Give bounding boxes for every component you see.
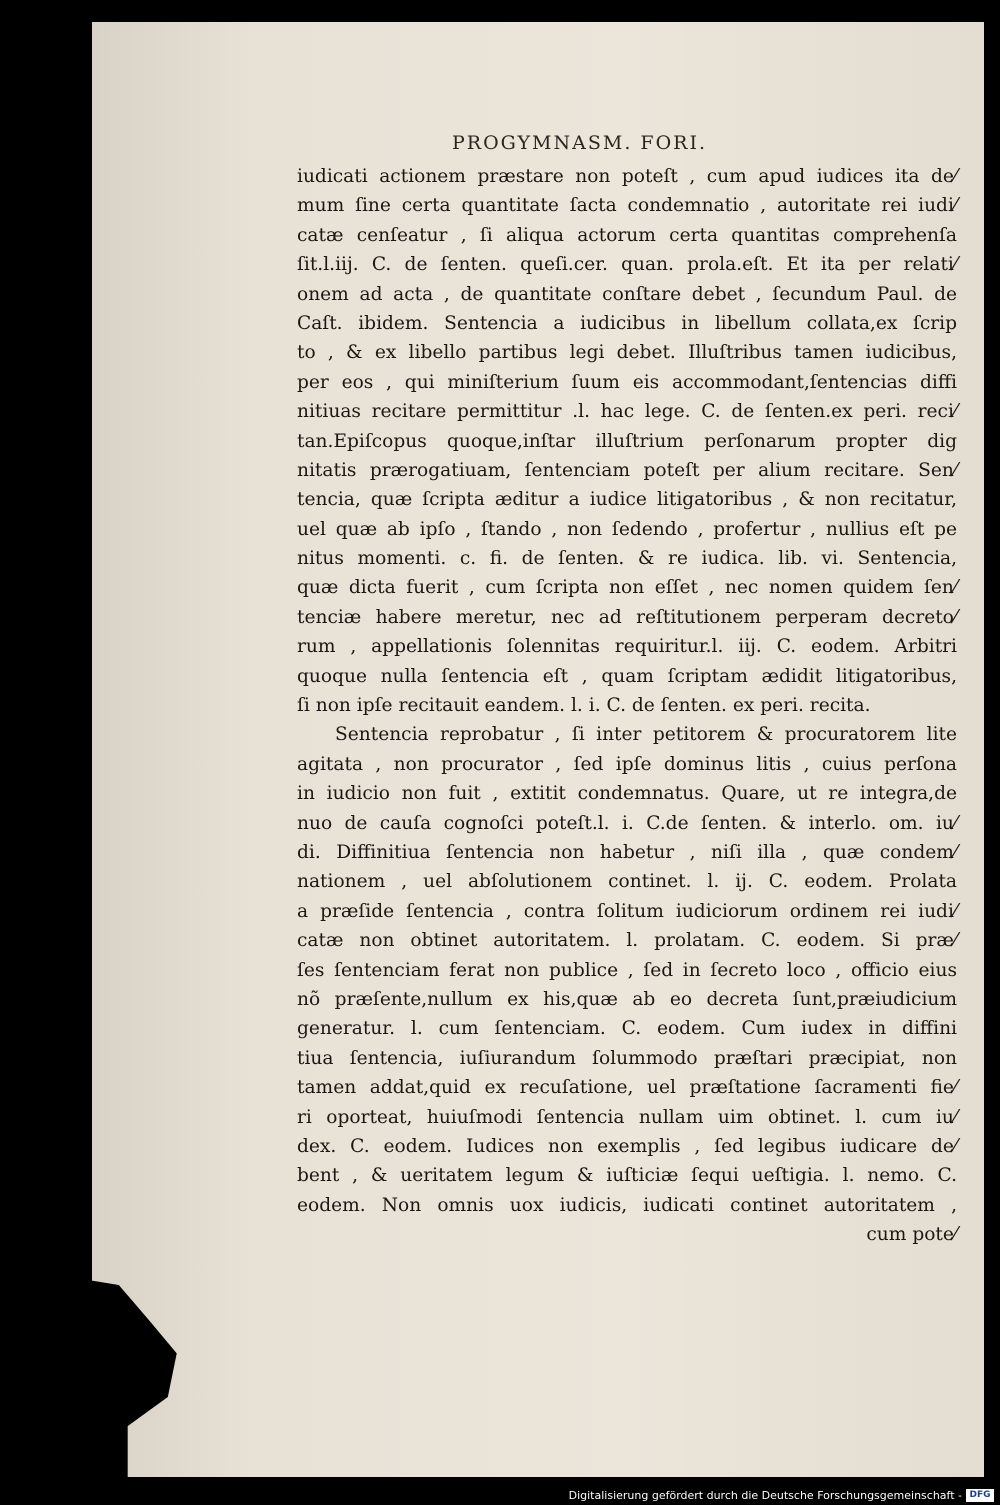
text-line: eodem. Non omnis uox iudicis, iudicati continet autoritatem ,: [297, 1194, 957, 1216]
text-line: nõ præſente,nullum ex his,quæ ab eo decreta ſunt,præiudicium: [297, 988, 957, 1010]
footer-bar: [0, 1487, 1000, 1505]
text-line: quæ dicta fuerit , cum ſcripta non eſſet , nec nomen quidem ſen⁄: [297, 577, 957, 599]
text-line: nuo de cauſa cognoſci poteſt.l. i. C.de ſenten. & interlo. om. iu⁄: [297, 812, 957, 834]
text-line: mum ſine certa quantitate ſacta condemnatio , autoritate rei iudi⁄: [297, 195, 957, 217]
running-title: PROGYMNASM. FORI.: [452, 132, 708, 154]
text-line: to , & ex libello partibus legi debet. Illuſtribus tamen iudicibus,: [297, 342, 957, 364]
text-line: nationem , uel abſolutionem continet. l. ij. C. eodem. Prolata: [297, 871, 957, 893]
catchword: cum pote⁄: [866, 1224, 957, 1246]
text-line: Caſt. ibidem. Sentencia a iudicibus in libellum collata,ex ſcrip: [297, 312, 957, 334]
dfg-logo-icon: DFG: [966, 1489, 994, 1502]
text-line: nitiuas recitare permittitur .l. hac lege. C. de ſenten.ex peri. reci⁄: [297, 401, 957, 423]
text-line: tenciæ habere meretur, nec ad reſtitutionem perperam decreto⁄: [297, 606, 957, 628]
text-line: rum , appellationis ſolennitas requiritur.l. iij. C. eodem. Arbitri: [297, 636, 957, 658]
text-line: uel quæ ab ipſo , ſtando , non ſedendo , profertur , nullius eſt pe: [297, 518, 957, 540]
text-line: Sentencia reprobatur , ſi inter petitorem & procuratorem lite: [335, 724, 957, 746]
text-line: per eos , qui miniſterium ſuum eis accommodant,ſentencias diffi: [297, 371, 957, 393]
text-line: quoque nulla ſentencia eſt , quam ſcriptam ædidit litigatoribus,: [297, 665, 957, 687]
text-line: onem ad acta , de quantitate conſtare debet , ſecundum Paul. de: [297, 283, 957, 305]
text-line: bent , & ueritatem legum & iuſticiæ ſequi ueſtigia. l. nemo. C.: [297, 1165, 957, 1187]
page-text: [297, 162, 957, 1249]
text-line: iudicati actionem præstare non poteſt , cum apud iudices ita de⁄: [297, 166, 957, 187]
text-line: generatur. l. cum ſentenciam. C. eodem. Cum iudex in diffini: [297, 1018, 957, 1040]
text-line: nitatis prærogatiuam, ſentenciam poteſt per alium recitare. Sen⁄: [297, 459, 957, 481]
text-line: tan.Epiſcopus quoque,inſtar illuſtrium perſonarum propter dig: [297, 430, 957, 452]
text-line: catæ non obtinet autoritatem. l. prolatam. C. eodem. Si præ⁄: [297, 930, 957, 952]
text-line: tamen addat,quid ex recuſatione, uel præſtatione ſacramenti fie⁄: [297, 1077, 957, 1099]
text-line: di. Diffinitiua ſentencia non habetur , niſi illa , quæ condem⁄: [297, 841, 957, 863]
text-line: tiua ſentencia, iuſiurandum ſolummodo præſtari præcipiat, non: [297, 1047, 957, 1069]
text-line: nitus momenti. c. fi. de ſenten. & re iudica. lib. vi. Sentencia,: [297, 548, 957, 570]
funding-credit: Digitalisierung gefördert durch die Deutsche Forschungsgemeinschaft -: [568, 1489, 962, 1502]
text-line: catæ cenſeatur , ſi aliqua actorum certa quantitas comprehenſa: [297, 224, 957, 246]
text-line: ſes ſentenciam ferat non publice , ſed in ſecreto loco , officio eius: [297, 959, 957, 981]
text-line: agitata , non procurator , ſed ipſe dominus litis , cuius perſona: [297, 753, 957, 775]
text-line: dex. C. eodem. Iudices non exemplis , ſed legibus iudicare de⁄: [297, 1135, 957, 1157]
text-line: in iudicio non fuit , extitit condemnatus. Quare, ut re integra,de: [297, 783, 957, 805]
text-line: ri oporteat, huiuſmodi ſentencia nullam uim obtinet. l. cum iu⁄: [297, 1106, 957, 1128]
text-line: tencia, quæ ſcripta æditur a iudice litigatoribus , & non recitatur,: [297, 489, 957, 511]
text-line: ſi non ipſe recitauit eandem. l. i. C. de ſenten. ex peri. recita.: [297, 695, 871, 717]
text-line: ſit.l.iij. C. de ſenten. queſi.cer. quan. prola.eſt. Et ita per relati⁄: [297, 254, 957, 276]
text-line: a præſide ſentencia , contra ſolitum iudiciorum ordinem rei iudi⁄: [297, 900, 957, 922]
